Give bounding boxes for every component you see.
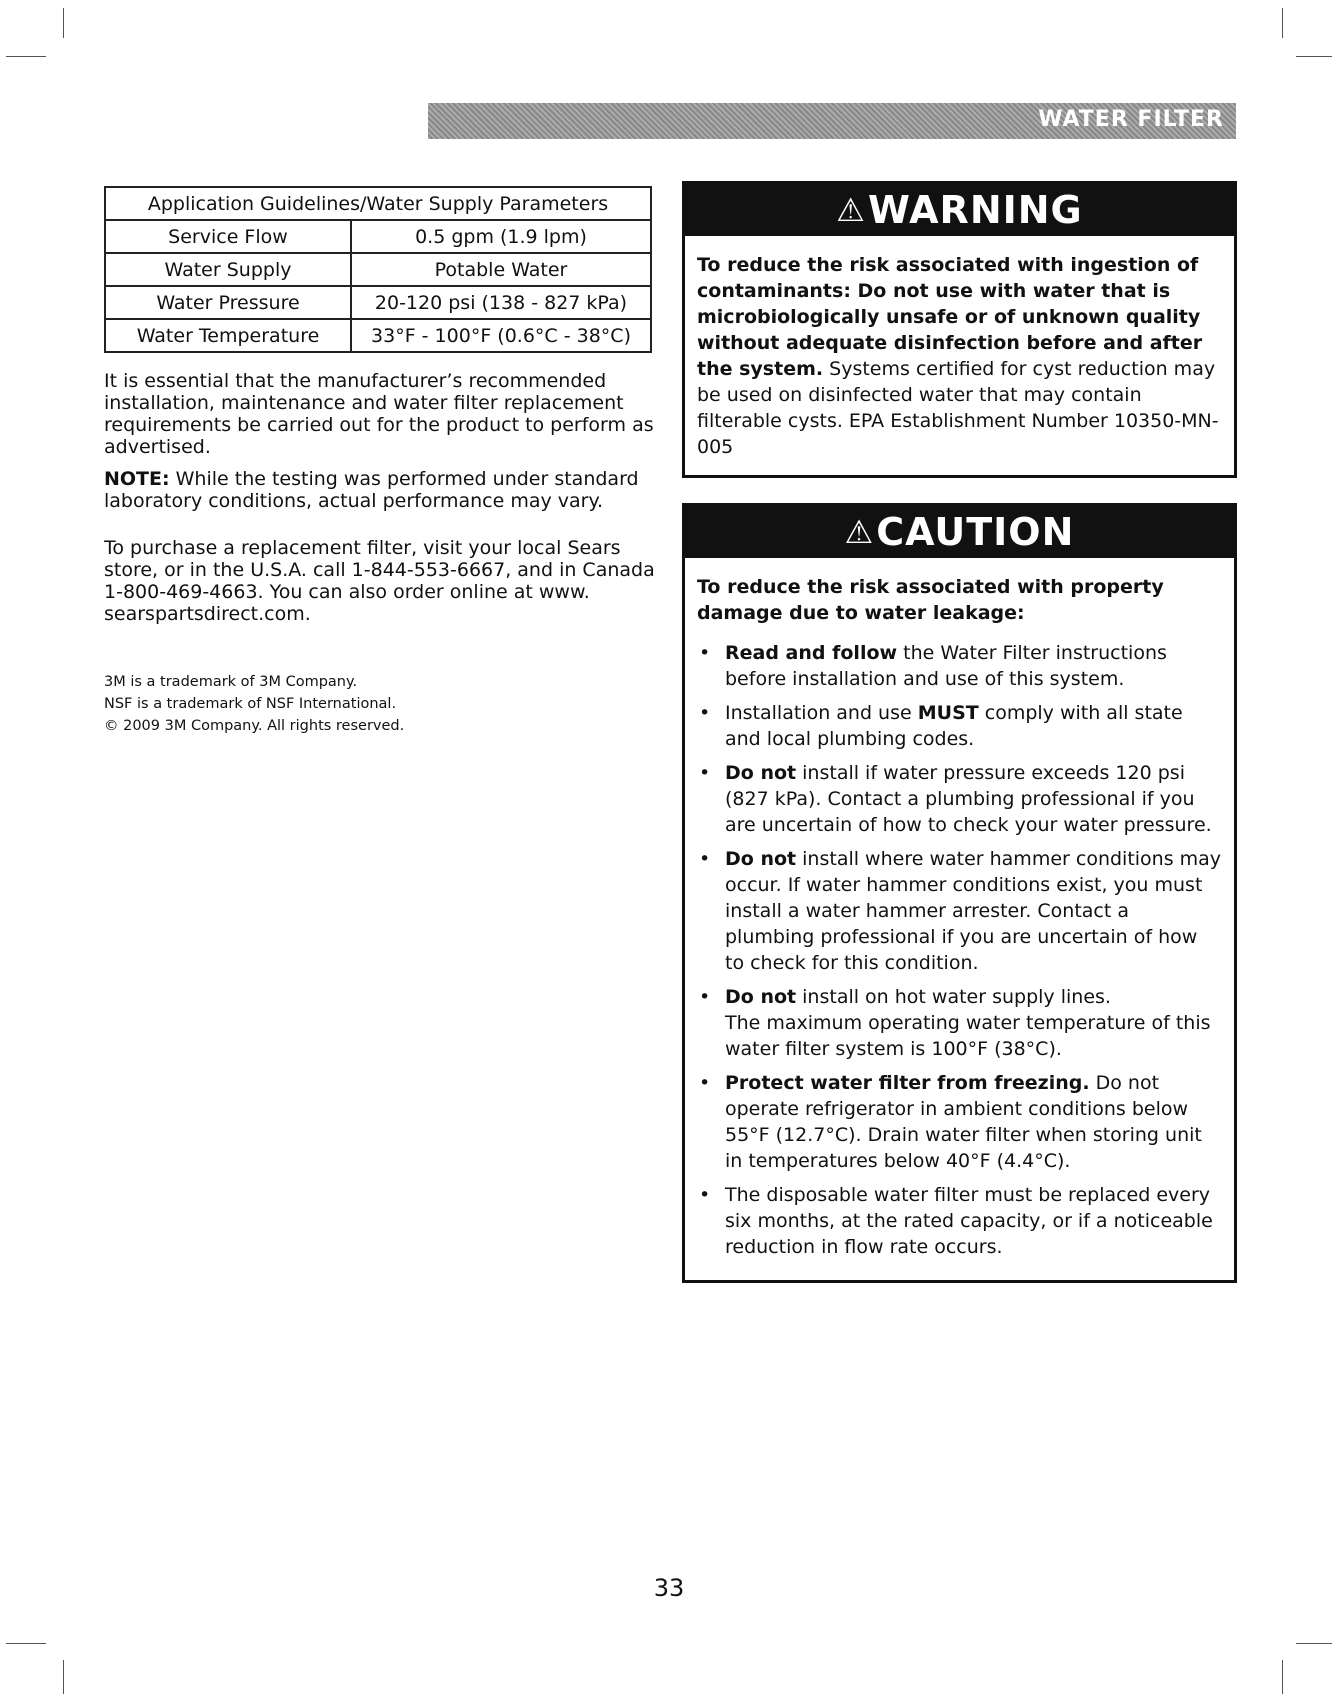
purchase-paragraph: To purchase a replacement filter, visit your local Sears store, or in the U.S.A. call 1-844-553-6667, and in Canada 1-800-469-4663. You can also order online at www. searspartsdirect.com. [104, 537, 655, 625]
warning-bold-text: To reduce the risk associated with ingestion of contaminants: Do not use with water that is microbiologically unsafe or of unknown quality without adequate disinfection before and after the system. [697, 254, 1203, 380]
list-item: • Read and follow the Water Filter instructions before installation and use of this system. [697, 640, 1222, 692]
trademark-line: NSF is a trademark of NSF International. [104, 696, 397, 712]
copyright-line: © 2009 3M Company. All rights reserved. [104, 718, 405, 734]
note-text: While the testing was performed under standard laboratory conditions, actual performance may vary. [104, 468, 639, 512]
caution-body [685, 558, 1234, 1260]
crop-mark [63, 8, 64, 38]
list-item: • Do not install if water pressure exceeds 120 psi (827 kPa). Contact a plumbing professional if you are uncertain of how to check your water pressure. [697, 760, 1222, 838]
caution-box [682, 503, 1237, 1283]
caution-triangle-icon: ⚠ [844, 513, 875, 551]
list-item: • Do not install where water hammer conditions may occur. If water hammer conditions exist, you must install a water hammer arrester. Contact a plumbing professional if you are uncertain of how to check for this condition. [697, 846, 1222, 976]
list-item: • The disposable water filter must be replaced every six months, at the rated capacity, or if a noticeable reduction in flow rate occurs. [697, 1182, 1222, 1260]
page-number: 33 [653, 1574, 685, 1602]
table-cell-value: 33°F - 100°F (0.6°C - 38°C) [351, 319, 651, 352]
table-cell-label: Water Supply [105, 253, 351, 286]
caution-intro: To reduce the risk associated with property damage due to water leakage: [697, 576, 1164, 624]
table-cell-value: 0.5 gpm (1.9 lpm) [351, 220, 651, 253]
warning-body [685, 236, 1234, 460]
warning-text: Systems certified for cyst reduction may be used on disinfected water that may contain filterable cysts. EPA Establishment Number 10350-MN-005 [697, 358, 1219, 458]
section-title: WATER FILTER [1038, 107, 1224, 132]
table-cell-label: Water Temperature [105, 319, 351, 352]
crop-mark [6, 56, 46, 57]
table-row [105, 253, 651, 286]
warning-title: WARNING [867, 188, 1083, 232]
table-row [105, 220, 651, 253]
caution-title: CAUTION [876, 510, 1075, 554]
table-cell-value: Potable Water [351, 253, 651, 286]
warning-triangle-icon: ⚠ [836, 191, 866, 229]
list-item: • Installation and use MUST comply with all state and local plumbing codes. [697, 700, 1222, 752]
list-item: • Protect water filter from freezing. Do not operate refrigerator in ambient conditions below 55°F (12.7°C). Drain water filter when storing unit in temperatures below 40°F (4.4°C). [697, 1070, 1222, 1174]
caution-header [685, 506, 1234, 558]
table-cell-label: Water Pressure [105, 286, 351, 319]
caution-list [697, 640, 1222, 1260]
table-header-row [105, 187, 651, 220]
crop-mark [6, 1643, 46, 1644]
list-item: • Do not install on hot water supply lines. The maximum operating water temperature of this water filter system is 100°F (38°C). [697, 984, 1222, 1062]
trademark-notes [104, 671, 660, 737]
note-label: NOTE: [104, 468, 170, 490]
warning-box [682, 181, 1237, 478]
table-cell-value: 20-120 psi (138 - 827 kPa) [351, 286, 651, 319]
table-cell-label: Service Flow [105, 220, 351, 253]
note-paragraph [104, 468, 660, 512]
crop-mark [1296, 1643, 1332, 1644]
warning-header [685, 184, 1234, 236]
crop-mark [1296, 56, 1332, 57]
essential-paragraph: It is essential that the manufacturer’s recommended installation, maintenance and water filter replacement requirements be carried out for the product to perform as advertised. [104, 370, 654, 458]
table-row [105, 319, 651, 352]
water-supply-parameters-table [104, 186, 652, 353]
crop-mark [63, 1660, 64, 1694]
crop-mark [1282, 8, 1283, 38]
trademark-line: 3M is a trademark of 3M Company. [104, 674, 358, 690]
table-title: Application Guidelines/Water Supply Parameters [105, 187, 651, 220]
table-row [105, 286, 651, 319]
section-header-band [428, 103, 1236, 139]
crop-mark [1282, 1660, 1283, 1694]
